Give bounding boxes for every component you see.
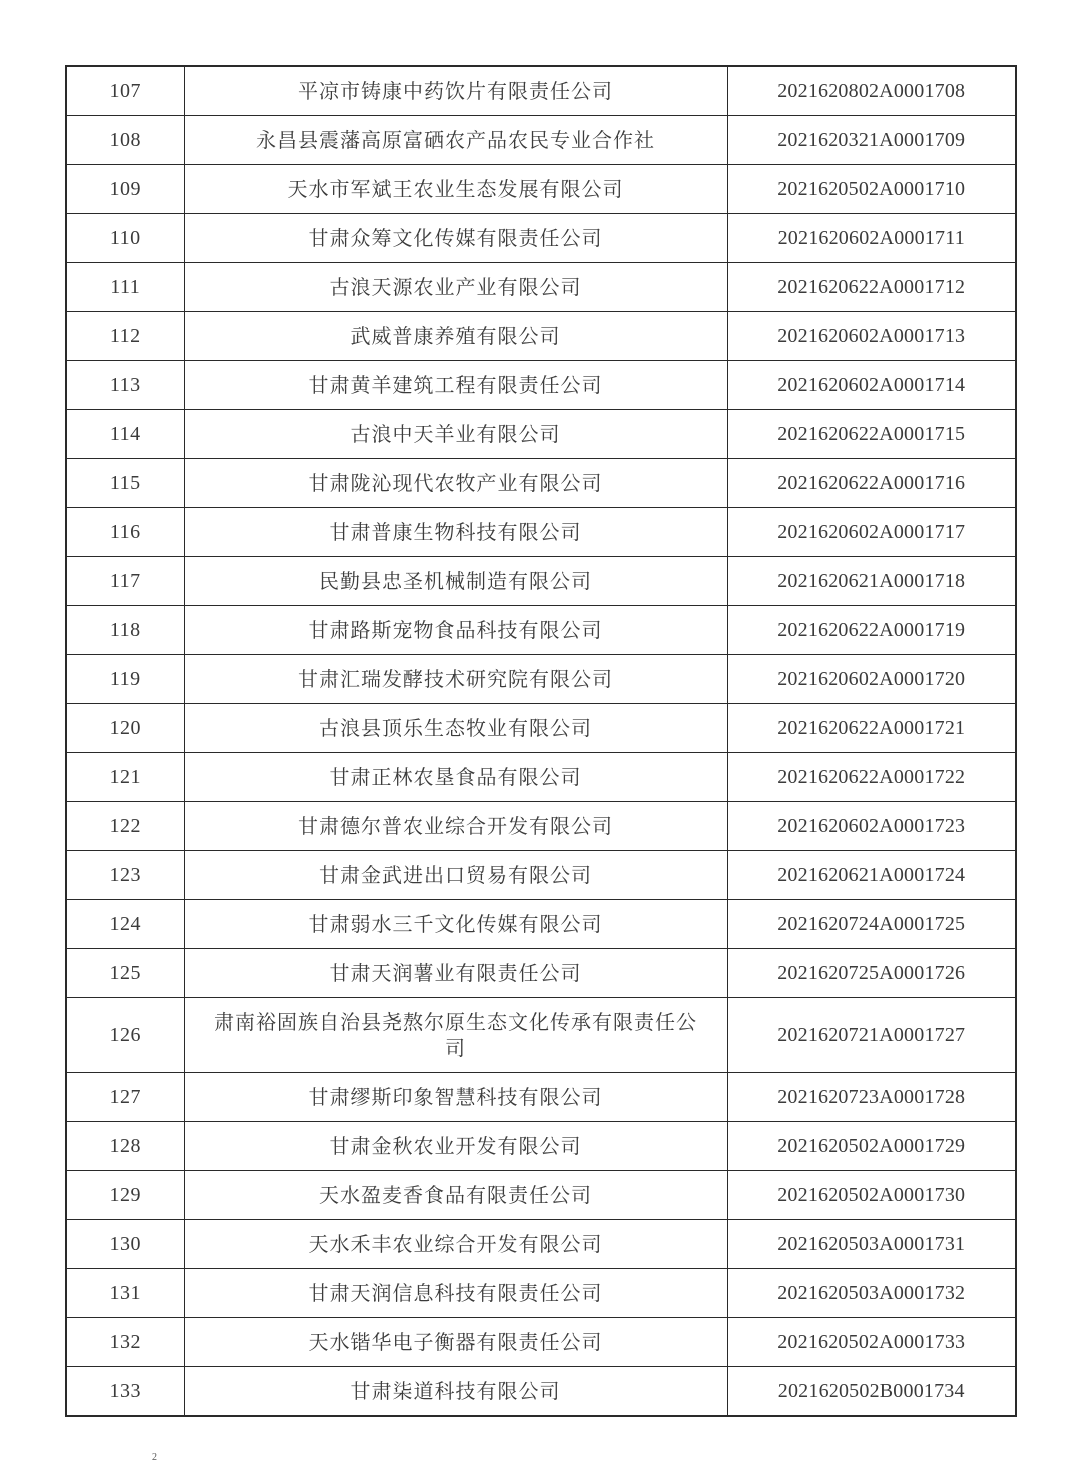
registration-code: 2021620602A0001720 bbox=[727, 655, 1016, 704]
company-name: 甘肃金武进出口贸易有限公司 bbox=[184, 851, 727, 900]
table-row bbox=[66, 361, 1016, 410]
registration-code: 2021620502A0001733 bbox=[727, 1318, 1016, 1367]
company-name: 甘肃陇沁现代农牧产业有限公司 bbox=[184, 459, 727, 508]
row-number: 109 bbox=[66, 165, 184, 214]
row-number: 111 bbox=[66, 263, 184, 312]
company-name: 甘肃德尔普农业综合开发有限公司 bbox=[184, 802, 727, 851]
table-row bbox=[66, 312, 1016, 361]
row-number: 125 bbox=[66, 949, 184, 998]
table-row bbox=[66, 66, 1016, 116]
table-row bbox=[66, 1318, 1016, 1367]
registration-code: 2021620622A0001716 bbox=[727, 459, 1016, 508]
table-row bbox=[66, 1220, 1016, 1269]
registration-code: 2021620721A0001727 bbox=[727, 998, 1016, 1073]
registration-code: 2021620502A0001729 bbox=[727, 1122, 1016, 1171]
company-name: 永昌县震藩高原富硒农产品农民专业合作社 bbox=[184, 116, 727, 165]
table-row bbox=[66, 165, 1016, 214]
company-name: 天水禾丰农业综合开发有限公司 bbox=[184, 1220, 727, 1269]
row-number: 132 bbox=[66, 1318, 184, 1367]
row-number: 126 bbox=[66, 998, 184, 1073]
company-name: 甘肃缪斯印象智慧科技有限公司 bbox=[184, 1073, 727, 1122]
table-row bbox=[66, 459, 1016, 508]
registration-code: 2021620602A0001711 bbox=[727, 214, 1016, 263]
page-number-mark: 2 bbox=[152, 1452, 157, 1463]
company-name: 甘肃路斯宠物食品科技有限公司 bbox=[184, 606, 727, 655]
registration-code: 2021620602A0001717 bbox=[727, 508, 1016, 557]
table-row bbox=[66, 508, 1016, 557]
company-name: 甘肃天润信息科技有限责任公司 bbox=[184, 1269, 727, 1318]
registration-code: 2021620622A0001715 bbox=[727, 410, 1016, 459]
company-name: 肃南裕固族自治县尧熬尔原生态文化传承有限责任公司 bbox=[184, 998, 727, 1073]
company-name: 甘肃汇瑞发酵技术研究院有限公司 bbox=[184, 655, 727, 704]
company-name: 甘肃黄羊建筑工程有限责任公司 bbox=[184, 361, 727, 410]
row-number: 124 bbox=[66, 900, 184, 949]
table-row bbox=[66, 557, 1016, 606]
table-row bbox=[66, 116, 1016, 165]
registration-code: 2021620723A0001728 bbox=[727, 1073, 1016, 1122]
table-row bbox=[66, 1073, 1016, 1122]
table-row bbox=[66, 263, 1016, 312]
registration-code: 2021620602A0001714 bbox=[727, 361, 1016, 410]
company-name: 甘肃弱水三千文化传媒有限公司 bbox=[184, 900, 727, 949]
table-row bbox=[66, 1269, 1016, 1318]
company-name: 平凉市铸康中药饮片有限责任公司 bbox=[184, 66, 727, 116]
company-name: 甘肃普康生物科技有限公司 bbox=[184, 508, 727, 557]
row-number: 123 bbox=[66, 851, 184, 900]
company-name: 天水市军斌王农业生态发展有限公司 bbox=[184, 165, 727, 214]
company-name: 甘肃天润薯业有限责任公司 bbox=[184, 949, 727, 998]
row-number: 118 bbox=[66, 606, 184, 655]
row-number: 121 bbox=[66, 753, 184, 802]
company-name: 天水锴华电子衡器有限责任公司 bbox=[184, 1318, 727, 1367]
registration-code: 2021620725A0001726 bbox=[727, 949, 1016, 998]
company-name: 民勤县忠圣机械制造有限公司 bbox=[184, 557, 727, 606]
row-number: 120 bbox=[66, 704, 184, 753]
company-name: 甘肃金秋农业开发有限公司 bbox=[184, 1122, 727, 1171]
registration-code: 2021620622A0001712 bbox=[727, 263, 1016, 312]
registration-code: 2021620503A0001731 bbox=[727, 1220, 1016, 1269]
registration-code: 2021620622A0001721 bbox=[727, 704, 1016, 753]
row-number: 112 bbox=[66, 312, 184, 361]
table-row bbox=[66, 655, 1016, 704]
row-number: 113 bbox=[66, 361, 184, 410]
row-number: 116 bbox=[66, 508, 184, 557]
row-number: 128 bbox=[66, 1122, 184, 1171]
registration-code: 2021620502A0001730 bbox=[727, 1171, 1016, 1220]
table-row bbox=[66, 704, 1016, 753]
company-name: 古浪中天羊业有限公司 bbox=[184, 410, 727, 459]
company-name: 甘肃柒道科技有限公司 bbox=[184, 1367, 727, 1417]
company-name: 武威普康养殖有限公司 bbox=[184, 312, 727, 361]
row-number: 117 bbox=[66, 557, 184, 606]
table-row bbox=[66, 802, 1016, 851]
registration-code: 2021620602A0001713 bbox=[727, 312, 1016, 361]
table-row bbox=[66, 606, 1016, 655]
table-row bbox=[66, 851, 1016, 900]
company-name: 甘肃正林农垦食品有限公司 bbox=[184, 753, 727, 802]
table-row bbox=[66, 949, 1016, 998]
registration-code: 2021620502B0001734 bbox=[727, 1367, 1016, 1417]
row-number: 130 bbox=[66, 1220, 184, 1269]
row-number: 129 bbox=[66, 1171, 184, 1220]
row-number: 107 bbox=[66, 66, 184, 116]
registration-code: 2021620621A0001724 bbox=[727, 851, 1016, 900]
row-number: 133 bbox=[66, 1367, 184, 1417]
row-number: 115 bbox=[66, 459, 184, 508]
registration-code: 2021620621A0001718 bbox=[727, 557, 1016, 606]
row-number: 114 bbox=[66, 410, 184, 459]
table-row bbox=[66, 753, 1016, 802]
table-row bbox=[66, 214, 1016, 263]
table-row bbox=[66, 900, 1016, 949]
company-name: 古浪县顶乐生态牧业有限公司 bbox=[184, 704, 727, 753]
row-number: 108 bbox=[66, 116, 184, 165]
company-name: 甘肃众筹文化传媒有限责任公司 bbox=[184, 214, 727, 263]
table-row bbox=[66, 1122, 1016, 1171]
table-row bbox=[66, 410, 1016, 459]
row-number: 127 bbox=[66, 1073, 184, 1122]
table-row bbox=[66, 1367, 1016, 1417]
row-number: 131 bbox=[66, 1269, 184, 1318]
registration-code: 2021620602A0001723 bbox=[727, 802, 1016, 851]
table-row bbox=[66, 1171, 1016, 1220]
registration-code: 2021620321A0001709 bbox=[727, 116, 1016, 165]
registration-code: 2021620503A0001732 bbox=[727, 1269, 1016, 1318]
registration-code: 2021620502A0001710 bbox=[727, 165, 1016, 214]
enterprise-registry-table bbox=[65, 65, 1017, 1417]
table-row bbox=[66, 998, 1016, 1073]
registration-code: 2021620622A0001719 bbox=[727, 606, 1016, 655]
company-name: 天水盈麦香食品有限责任公司 bbox=[184, 1171, 727, 1220]
registration-code: 2021620802A0001708 bbox=[727, 66, 1016, 116]
registration-code: 2021620724A0001725 bbox=[727, 900, 1016, 949]
row-number: 119 bbox=[66, 655, 184, 704]
registration-code: 2021620622A0001722 bbox=[727, 753, 1016, 802]
row-number: 122 bbox=[66, 802, 184, 851]
row-number: 110 bbox=[66, 214, 184, 263]
company-name: 古浪天源农业产业有限公司 bbox=[184, 263, 727, 312]
